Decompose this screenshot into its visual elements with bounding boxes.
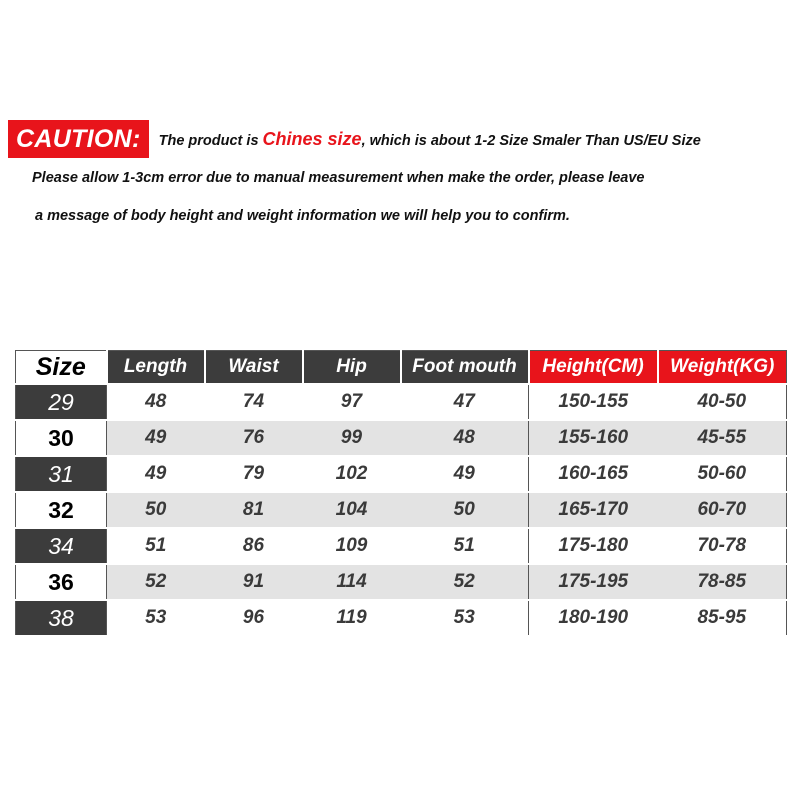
cell-size: 32 bbox=[16, 492, 107, 528]
cell-foot-mouth: 51 bbox=[453, 535, 475, 556]
cell-length: 52 bbox=[107, 564, 205, 600]
caution-text-before: The product is bbox=[158, 132, 263, 149]
cell-length: 48 bbox=[145, 391, 167, 412]
cell-length: 53 bbox=[145, 607, 167, 628]
cell-waist: 96 bbox=[242, 607, 265, 628]
cell-waist: 74 bbox=[242, 391, 265, 412]
cell-foot-mouth: 49 bbox=[453, 463, 475, 484]
cell-size: 30 bbox=[16, 420, 107, 456]
caution-text-after: , which is about 1-2 Size Smaler Than US/EU Size bbox=[361, 132, 701, 149]
table-row bbox=[16, 564, 787, 600]
header-length: Length bbox=[107, 351, 205, 385]
cell-hip: 99 bbox=[303, 420, 401, 456]
header-foot-mouth: Foot mouth bbox=[401, 351, 529, 385]
table-row bbox=[16, 492, 787, 528]
cell-weight: 40-50 bbox=[697, 391, 747, 412]
header-hip: Hip bbox=[303, 351, 401, 385]
header-weight: Weight(KG) bbox=[658, 351, 787, 385]
cell-waist: 86 bbox=[242, 535, 265, 556]
cell-size: 36 bbox=[16, 564, 107, 600]
cell-foot-mouth: 50 bbox=[401, 492, 529, 528]
cell-foot-mouth: 47 bbox=[453, 391, 475, 412]
note-line-2: a message of body height and weight information we will help you to confirm. bbox=[35, 208, 570, 224]
cell-waist: 76 bbox=[205, 420, 303, 456]
cell-size: 29 bbox=[16, 384, 107, 420]
cell-height: 150-155 bbox=[529, 384, 658, 420]
cell-hip: 104 bbox=[303, 492, 401, 528]
cell-weight: 45-55 bbox=[658, 420, 787, 456]
cell-hip: 119 bbox=[336, 607, 367, 628]
cell-waist: 91 bbox=[205, 564, 303, 600]
table-row bbox=[16, 600, 787, 636]
cell-weight: 70-78 bbox=[697, 535, 747, 556]
caution-text bbox=[159, 129, 701, 150]
cell-height: 180-190 bbox=[529, 600, 658, 636]
caution-line bbox=[8, 120, 798, 158]
cell-foot-mouth: 48 bbox=[401, 420, 529, 456]
cell-hip: 114 bbox=[303, 564, 401, 600]
cell-size: 38 bbox=[16, 600, 107, 636]
cell-hip: 97 bbox=[340, 391, 363, 412]
cell-weight: 50-60 bbox=[697, 463, 747, 484]
table-row bbox=[16, 420, 787, 456]
note-line-1: Please allow 1-3cm error due to manual measurement when make the order, please leave bbox=[32, 170, 645, 186]
cell-length: 49 bbox=[107, 420, 205, 456]
cell-weight: 60-70 bbox=[658, 492, 787, 528]
cell-length: 50 bbox=[107, 492, 205, 528]
header-waist: Waist bbox=[205, 351, 303, 385]
header-row bbox=[16, 351, 787, 385]
table-row bbox=[16, 384, 787, 420]
cell-length: 49 bbox=[145, 463, 167, 484]
cell-size: 34 bbox=[16, 528, 107, 564]
cell-waist: 79 bbox=[242, 463, 265, 484]
cell-weight: 85-95 bbox=[697, 607, 747, 628]
cell-weight: 78-85 bbox=[658, 564, 787, 600]
cell-height: 175-180 bbox=[529, 528, 658, 564]
cell-height: 155-160 bbox=[529, 420, 658, 456]
table-row bbox=[16, 456, 787, 492]
table-row bbox=[16, 528, 787, 564]
cell-waist: 81 bbox=[205, 492, 303, 528]
cell-hip: 109 bbox=[335, 535, 368, 556]
caution-highlight: Chines size bbox=[262, 128, 362, 149]
cell-foot-mouth: 52 bbox=[401, 564, 529, 600]
cell-foot-mouth: 53 bbox=[453, 607, 475, 628]
cell-height: 165-170 bbox=[529, 492, 658, 528]
cell-height: 175-195 bbox=[529, 564, 658, 600]
cell-size: 31 bbox=[16, 456, 107, 492]
header-height: Height(CM) bbox=[529, 351, 658, 385]
cell-length: 51 bbox=[145, 535, 167, 556]
size-chart-table bbox=[15, 350, 787, 637]
caution-badge: CAUTION: bbox=[8, 120, 149, 158]
header-size: Size bbox=[16, 351, 107, 385]
cell-hip: 102 bbox=[335, 463, 368, 484]
cell-height: 160-165 bbox=[529, 456, 658, 492]
